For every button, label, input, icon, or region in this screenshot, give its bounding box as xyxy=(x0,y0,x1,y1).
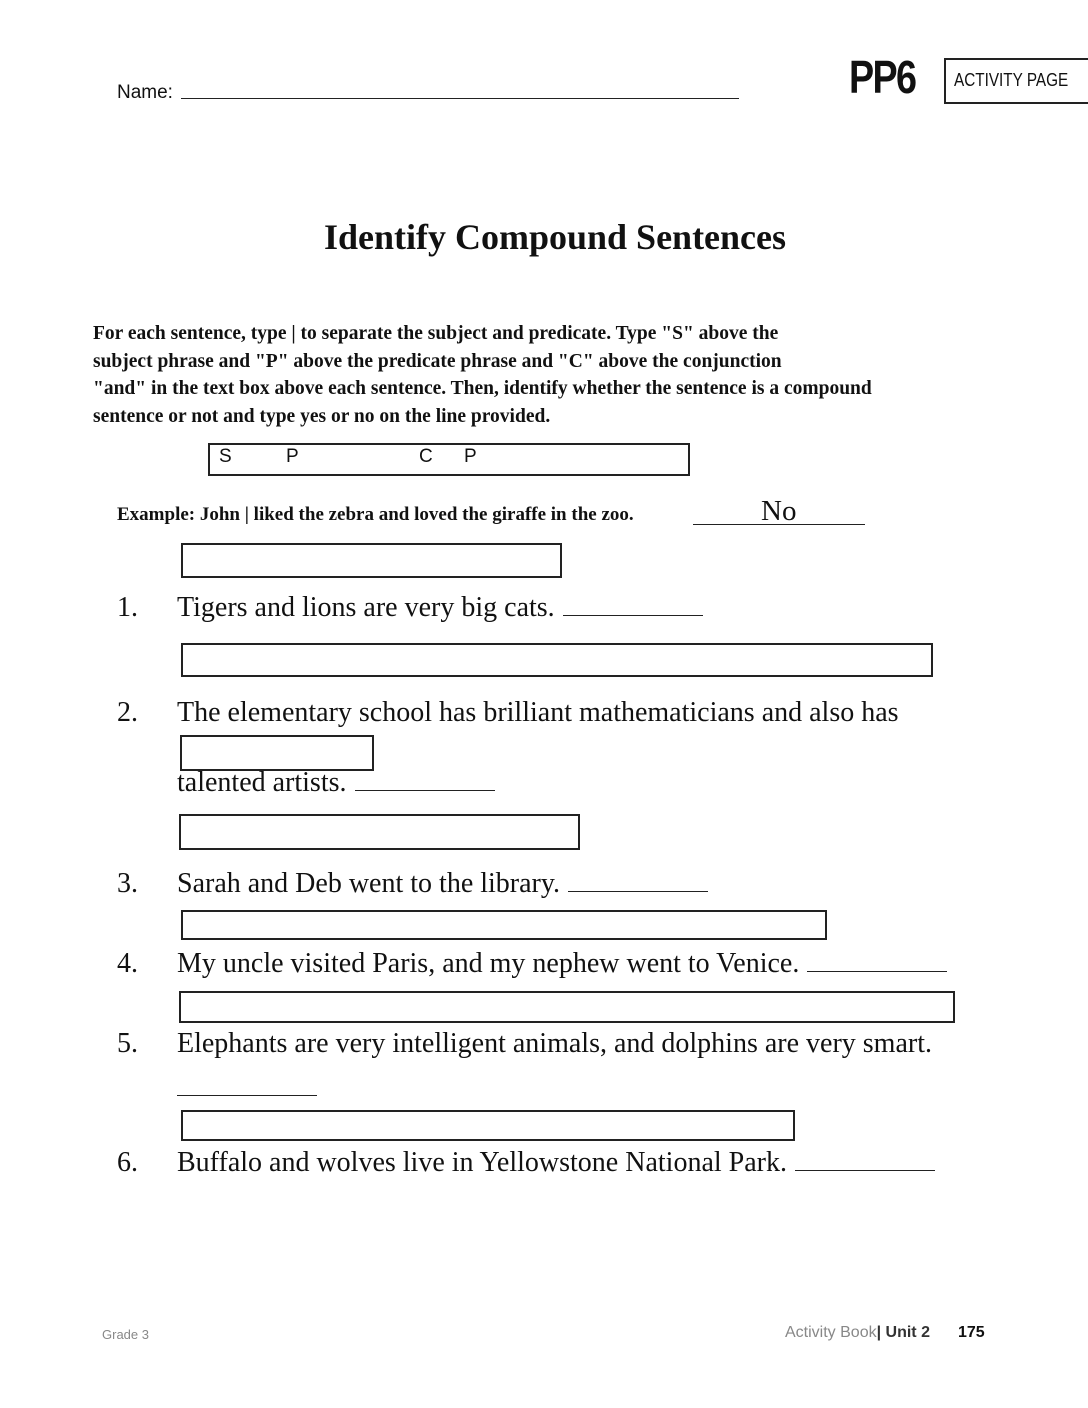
q5-sentence: Elephants are very intelligent animals, and dolphins are very smart. xyxy=(177,1028,932,1059)
activity-page-label: ACTIVITY PAGE xyxy=(954,70,1069,90)
q6-sentence xyxy=(177,1147,935,1179)
example-answer: No xyxy=(761,495,797,527)
footer-unit: Unit 2 xyxy=(885,1324,930,1341)
q3-sentence xyxy=(177,868,708,900)
q3-answer-line[interactable] xyxy=(568,890,708,892)
q1-text-box[interactable] xyxy=(181,543,562,578)
instructions-line: For each sentence, type | to separate the subject and predicate. Type "S" above the xyxy=(93,323,779,344)
q2-sentence-cont xyxy=(177,767,495,799)
instructions xyxy=(93,320,993,430)
example-mark-predicate-2: P xyxy=(464,446,477,467)
q5-answer-line[interactable] xyxy=(177,1095,317,1096)
name-input-line[interactable] xyxy=(181,98,739,99)
footer-grade: Grade 3 xyxy=(102,1327,149,1342)
q2-answer-line[interactable] xyxy=(355,789,495,791)
footer-book xyxy=(785,1324,930,1342)
footer-page-number: 175 xyxy=(958,1324,985,1341)
q5-text-box[interactable] xyxy=(179,991,955,1023)
q2-text-box[interactable] xyxy=(181,643,933,677)
q4-text: My uncle visited Paris, and my nephew went to Venice. xyxy=(177,948,800,979)
instructions-line: sentence or not and type yes or no on the line provided. xyxy=(93,405,551,427)
instructions-line: subject phrase and "P" above the predicate phrase and "C" above the conjunction xyxy=(93,350,782,372)
footer-separator: | xyxy=(876,1324,882,1341)
example-mark-subject: S xyxy=(219,446,232,467)
example-text-box[interactable] xyxy=(208,443,690,476)
q6-answer-line[interactable] xyxy=(795,1169,935,1171)
q1-number: 1. xyxy=(117,592,138,623)
footer-book-title: Activity Book xyxy=(785,1324,877,1341)
page-title: Identify Compound Sentences xyxy=(323,217,787,257)
example-mark-conjunction: C xyxy=(419,446,433,467)
q2-text-box-2[interactable] xyxy=(180,735,374,771)
q5-number: 5. xyxy=(117,1028,138,1059)
q1-sentence xyxy=(177,592,703,624)
q6-number: 6. xyxy=(117,1147,138,1178)
q1-text: Tigers and lions are very big cats. xyxy=(177,592,555,623)
q6-text: Buffalo and wolves live in Yellowstone National Park. xyxy=(177,1147,787,1178)
q2-text-2: talented artists. xyxy=(177,767,347,798)
q4-text-box[interactable] xyxy=(181,910,827,940)
q2-sentence: The elementary school has brilliant mathematicians and also has xyxy=(177,697,899,728)
q4-sentence xyxy=(177,948,947,980)
name-label: Name: xyxy=(117,82,173,103)
q1-answer-line[interactable] xyxy=(563,614,703,616)
q4-number: 4. xyxy=(117,948,138,979)
q2-number: 2. xyxy=(117,697,138,728)
instructions-line: "and" in the text box above each sentence. Then, identify whether the sentence is a compound xyxy=(93,378,872,399)
example-sentence: Example: John | liked the zebra and loved the giraffe in the zoo. xyxy=(117,504,634,525)
q3-text-box[interactable] xyxy=(179,814,580,850)
q4-answer-line[interactable] xyxy=(807,970,947,972)
q3-number: 3. xyxy=(117,868,138,899)
activity-code: PP6 xyxy=(849,51,916,103)
q3-text: Sarah and Deb went to the library. xyxy=(177,868,561,899)
q6-text-box[interactable] xyxy=(181,1110,795,1141)
example-mark-predicate: P xyxy=(286,446,299,467)
